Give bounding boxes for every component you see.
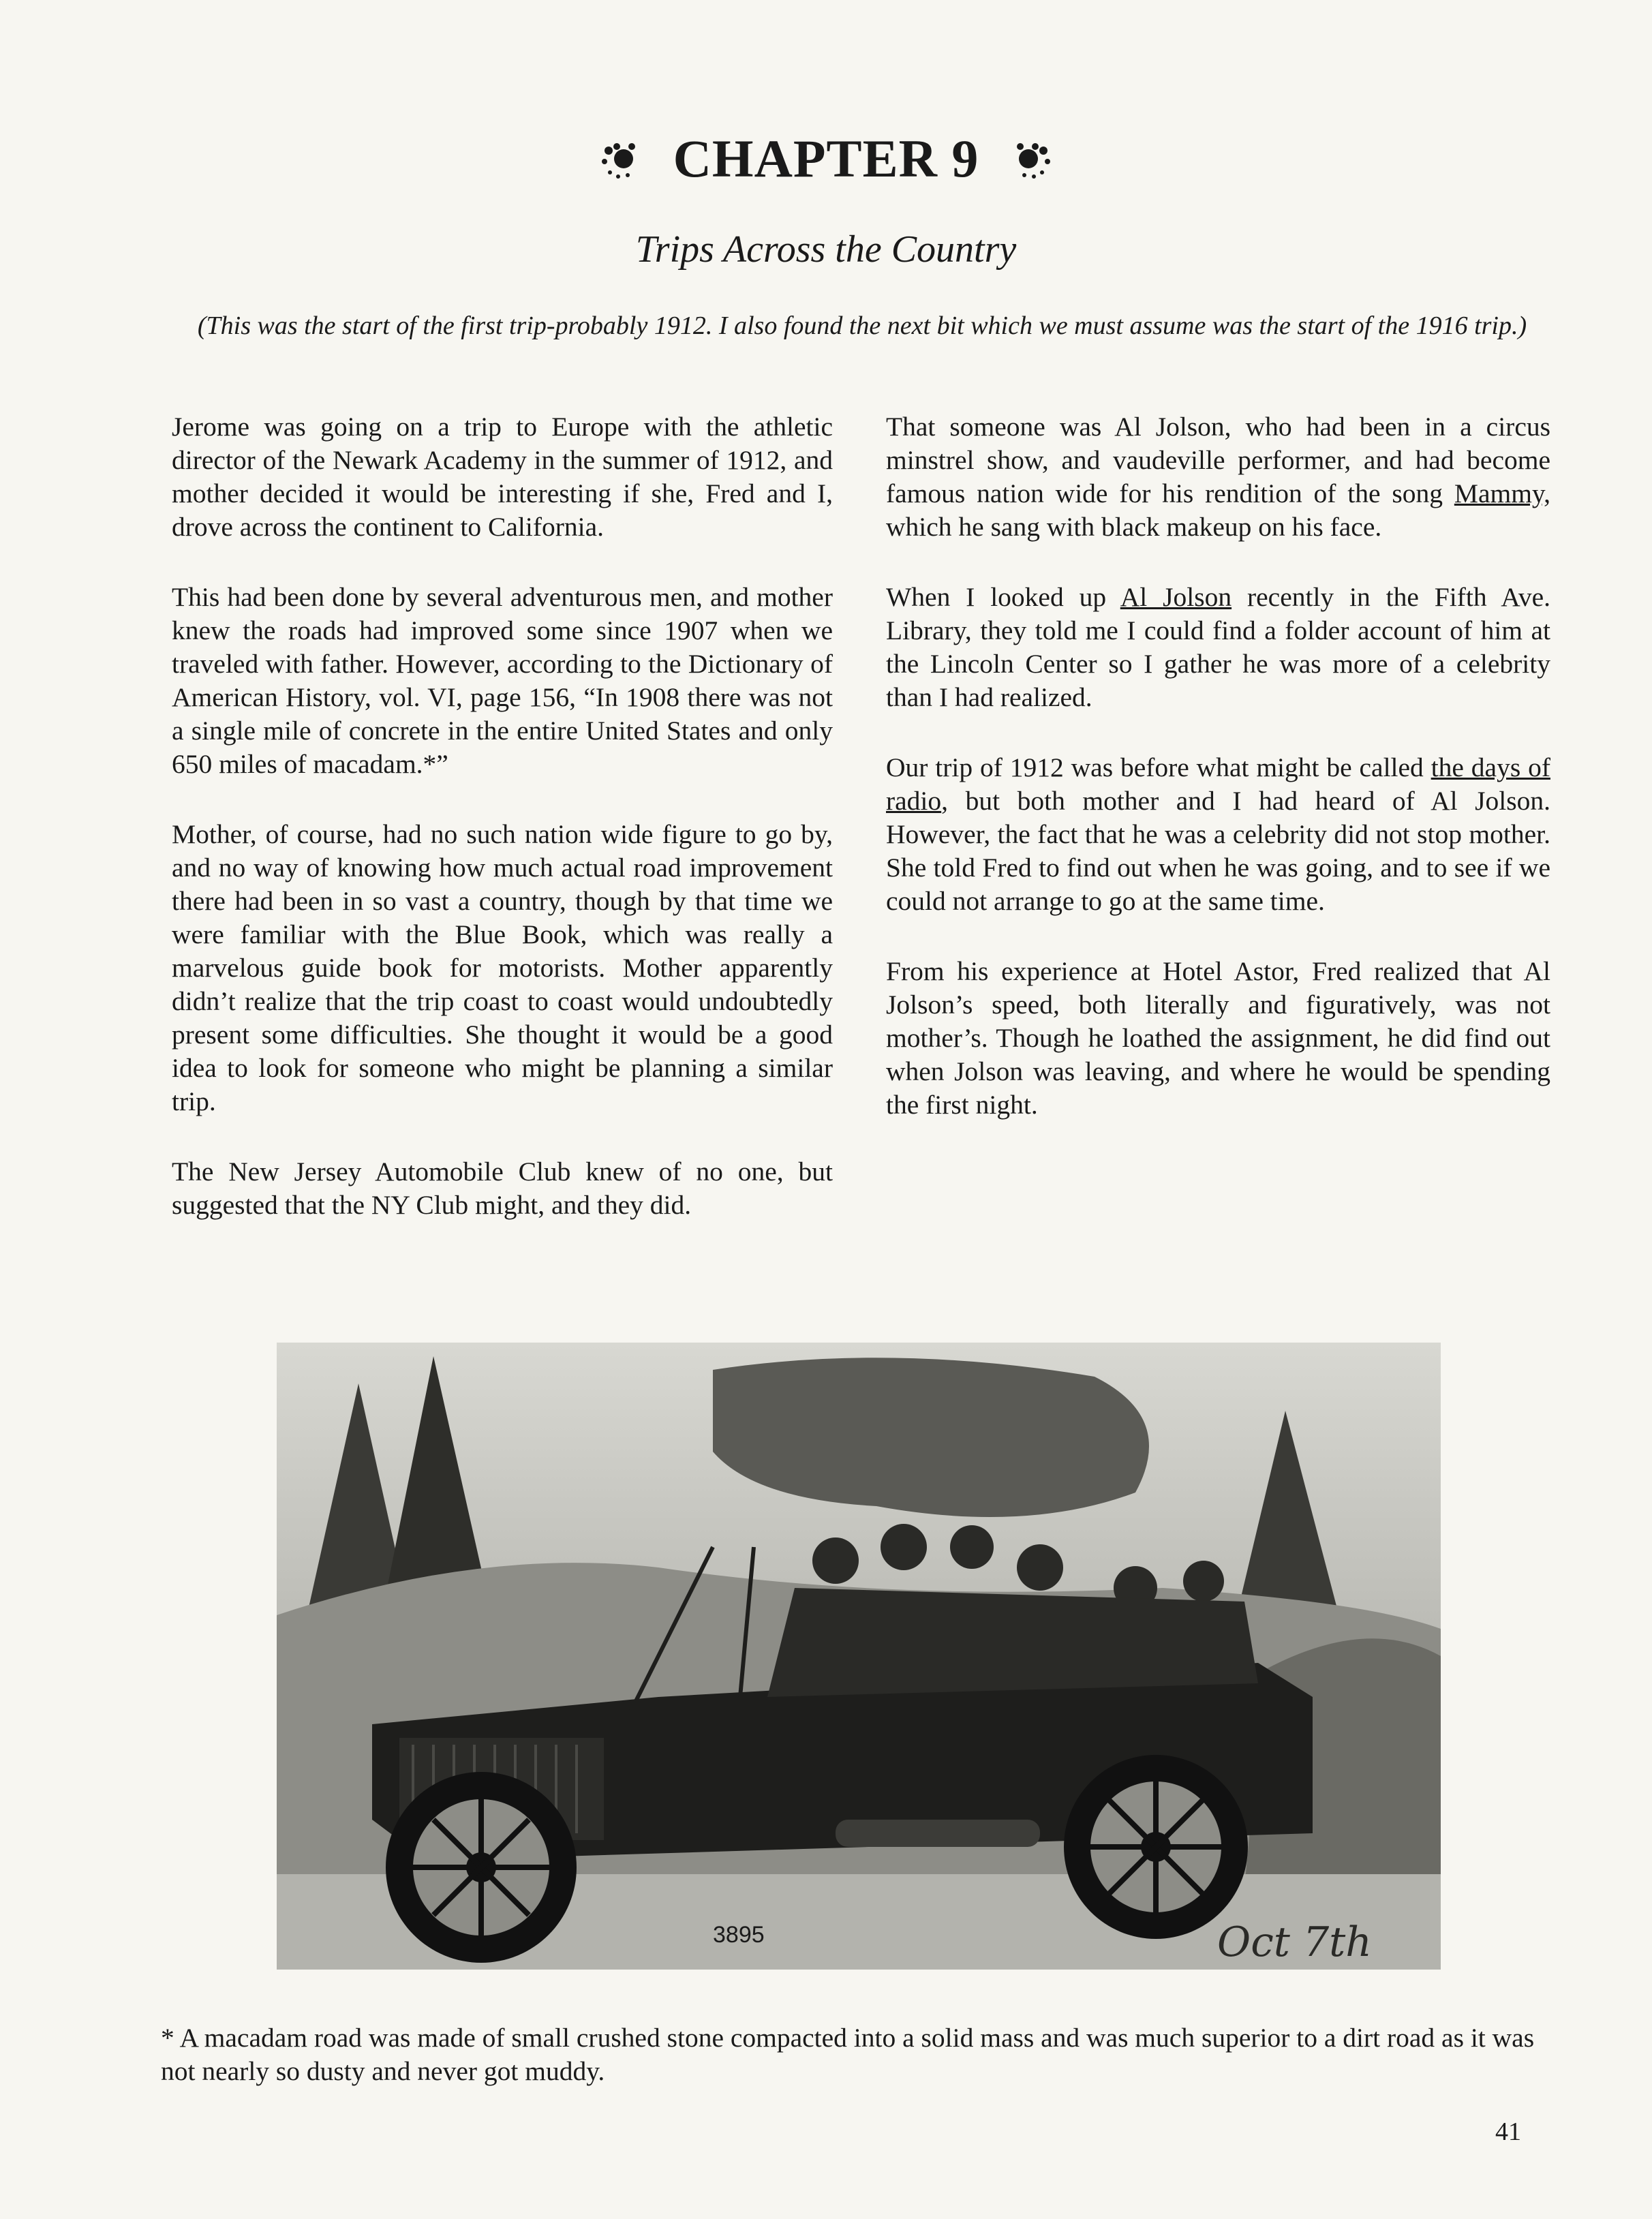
text-run: When I looked up [886, 582, 1120, 612]
left-column [172, 410, 833, 1259]
underlined-text: the days of radio [886, 752, 1550, 816]
paragraph: From his experience at Hotel Astor, Fred realized that Al Jolson’s speed, both literally and figuratively, was not mother’s. Though he loathed the assignment, he did find out when Jolson was leaving, and where he would be spending the first night. [886, 956, 1550, 1120]
plate-number: 3895 [713, 1922, 765, 1948]
underlined-text: Mammy, [1454, 478, 1550, 508]
right-column [886, 410, 1550, 1159]
handwritten-caption: Oct 7th [1217, 1918, 1372, 1966]
paragraph [886, 751, 1550, 918]
ornament-left-icon [596, 134, 644, 195]
ornament-right-icon [1008, 134, 1056, 195]
paragraph: Jerome was going on a trip to Europe with the athletic director of the Newark Academy in the summer of 1912, and mother decided it would be interesting if she, Fred and I, drove across the continent to California. [172, 412, 833, 542]
chapter-title: CHAPTER 9 [673, 129, 979, 188]
text-run: , but both mother and I had heard of Al Jolson. However, the fact that he was a celebrity did not stop mother. She told Fred to find out when he was going, and to see if we could not arrange to go at the same time. [886, 786, 1550, 916]
underlined-text: Al Jolson [1120, 582, 1232, 612]
paragraph: This had been done by several adventurous men, and mother knew the roads had improved some since 1907 when we traveled with father. However, according to the Dictionary of American History, vol. VI, page 156, “In 1908 there was not a single mile of concrete in the entire United States and only 650 miles of macadam.*” [172, 582, 833, 779]
chapter-subtitle: Trips Across the Country [635, 228, 1017, 271]
paragraph [886, 410, 1550, 544]
paragraph [886, 581, 1550, 714]
chapter-heading [0, 128, 1652, 195]
editor-note: (This was the start of the first trip-probably 1912. I also found the next bit which we must assume was the start of the 1916 trip.) [197, 311, 1527, 340]
text-run: Our trip of 1912 was before what might be called [886, 752, 1431, 782]
paragraph: Mother, of course, had no such nation wide figure to go by, and no way of knowing how much actual road improvement there had been in so vast a country, though by that time we were familiar with the Blue Book, which was really a marvelous guide book for motorists. Mother apparently didn’t realize that the trip coast to coast would undoubtedly present some difficulties. She thought it would be a good idea to look for someone who might be planning a similar trip. [172, 819, 833, 1116]
page-number: 41 [1495, 2117, 1521, 2146]
paragraph: The New Jersey Automobile Club knew of no one, but suggested that the NY Club might, and they did. [172, 1157, 833, 1220]
text-run: recently in the Fifth Ave. Library, they told me I could find a folder account of him at the Lincoln Center so I gather he was more of a celebrity than I had realized. [886, 582, 1551, 712]
text-run: That someone was Al Jolson, who had been in a circus minstrel show, and vaudeville performer, and had become famous nation wide for his rendition of the song [886, 412, 1550, 508]
text-run: which he sang with black makeup on his face. [886, 512, 1382, 542]
touring-car-photo [277, 1343, 1441, 1970]
footnote: * A macadam road was made of small crushed stone compacted into a solid mass and was much superior to a dirt road as it was not nearly so dusty and never got muddy. [161, 2023, 1535, 2086]
